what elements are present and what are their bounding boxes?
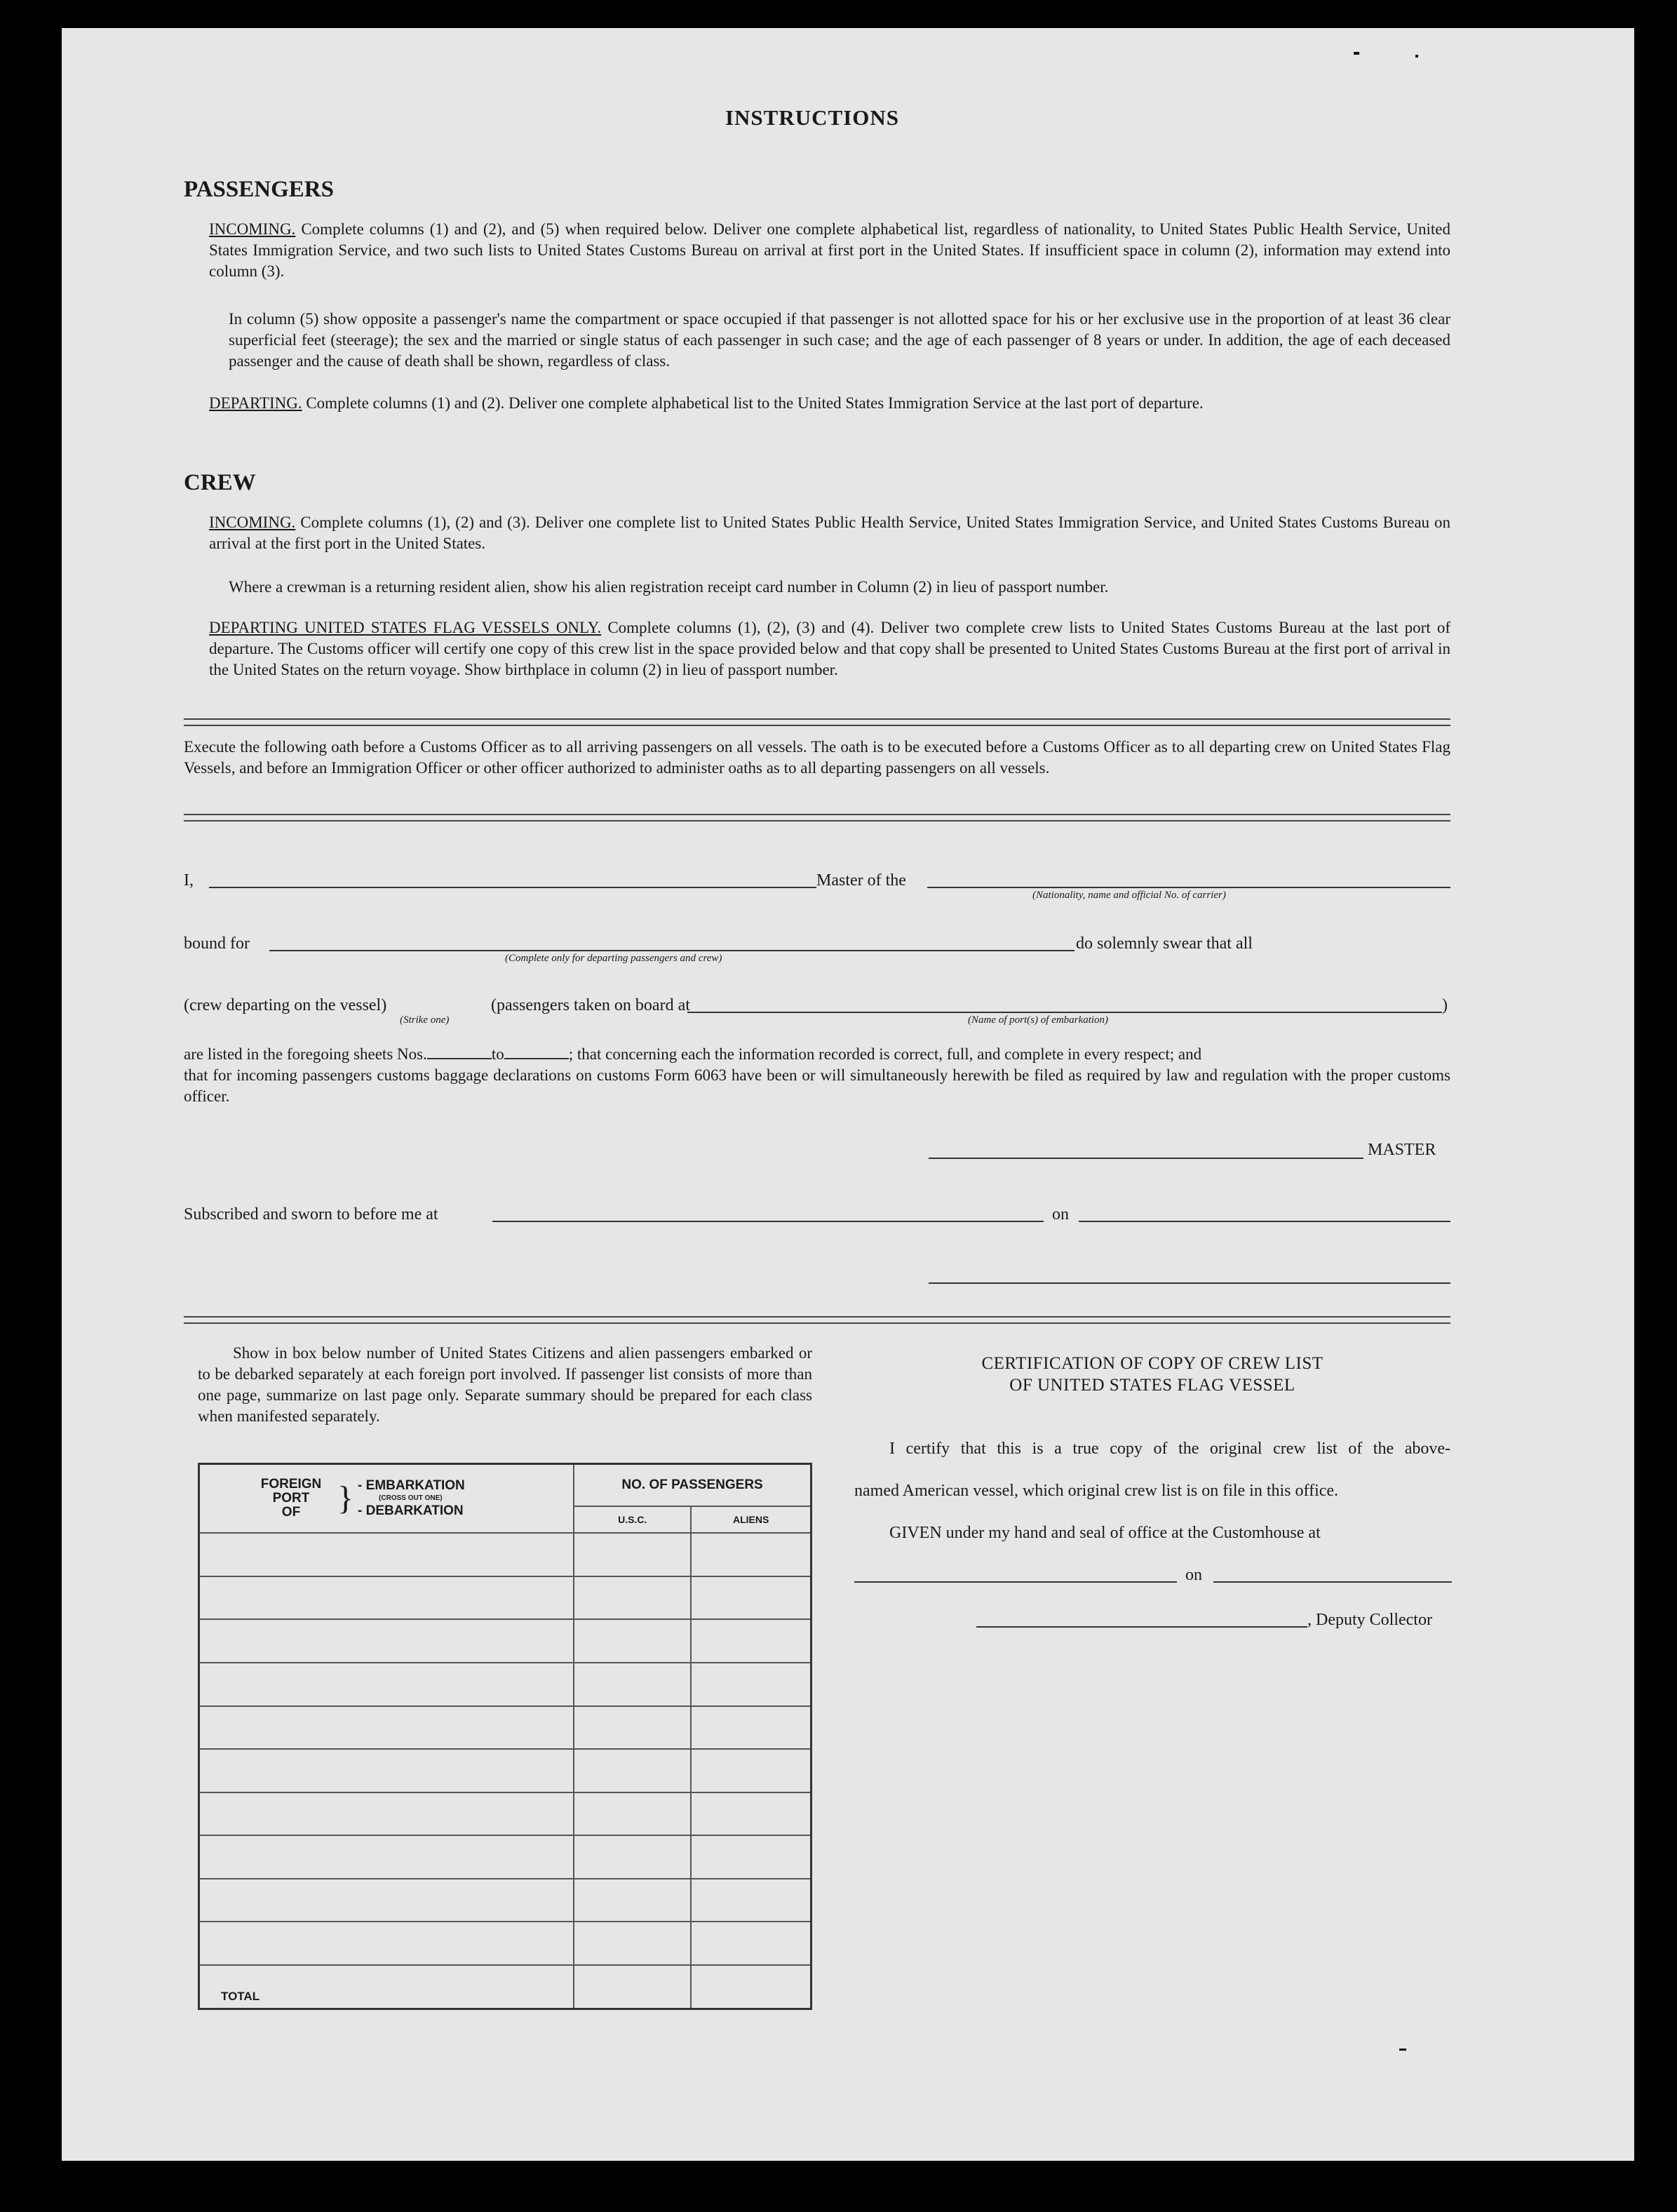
crew-heading: CREW — [184, 470, 256, 495]
listed-to: to — [491, 1045, 504, 1063]
usc-cell[interactable] — [574, 1922, 691, 1965]
crew-incoming-text: Complete columns (1), (2) and (3). Deliver one complete list to United States Public Health Service, United States Immigration Service, and United States Customs Bureau on arrival at the first port in the United States. — [209, 514, 1450, 552]
oath-i-label: I, — [184, 871, 194, 890]
customhouse-line[interactable] — [854, 1581, 1177, 1583]
carrier-line[interactable] — [927, 887, 1450, 888]
passengers-incoming-label: INCOMING. — [209, 220, 296, 238]
aliens-cell[interactable] — [691, 1706, 811, 1750]
subscribed-label: Subscribed and sworn to before me at — [184, 1205, 438, 1224]
total-label: TOTAL — [221, 1990, 260, 2003]
embarkation-port-line[interactable] — [687, 1012, 1442, 1013]
divider — [184, 1316, 1450, 1324]
usc-cell[interactable] — [574, 1576, 691, 1620]
port-cell[interactable] — [199, 1879, 574, 1922]
close-paren: ) — [1442, 996, 1448, 1014]
usc-cell[interactable] — [574, 1533, 691, 1576]
crew-resident-paragraph: Where a crewman is a returning resident alien, show his alien registration receipt card number in Column (2) in lieu of passport number. — [229, 578, 1109, 596]
port-cell[interactable] — [199, 1749, 574, 1792]
strike-one-caption: (Strike one) — [400, 1014, 450, 1026]
aliens-header: ALIENS — [691, 1506, 811, 1533]
officer-signature-line[interactable] — [929, 1282, 1450, 1284]
foreign-label: FOREIGN — [260, 1477, 322, 1492]
sworn-date-line[interactable] — [1079, 1221, 1450, 1222]
master-label: MASTER — [1368, 1141, 1436, 1159]
sworn-on-label: on — [1052, 1205, 1069, 1224]
master-signature-line[interactable] — [929, 1158, 1363, 1159]
deputy-collector-label: , Deputy Collector — [1307, 1611, 1432, 1629]
aliens-total-cell[interactable] — [691, 1965, 811, 2009]
port-caption: (Name of port(s) of embarkation) — [968, 1014, 1108, 1026]
certification-date-line[interactable] — [1213, 1581, 1452, 1583]
port-cell[interactable] — [199, 1706, 574, 1750]
usc-cell[interactable] — [574, 1835, 691, 1879]
usc-cell[interactable] — [574, 1879, 691, 1922]
of-label: OF — [281, 1505, 301, 1520]
aliens-cell[interactable] — [691, 1749, 811, 1792]
speck — [1399, 2049, 1406, 2051]
crew-incoming-paragraph — [209, 512, 1450, 554]
port-header-cell — [199, 1464, 574, 1534]
listed-text-3: that for incoming passengers customs baggage declarations on customs Form 6063 have been or will simultaneously herewith be filed as required by law and regulation with the proper customs officer. — [184, 1066, 1450, 1105]
usc-header: U.S.C. — [574, 1506, 691, 1533]
crew-departing-label: DEPARTING UNITED STATES FLAG VESSELS ONLY. — [209, 619, 602, 636]
passengers-taken-option[interactable]: (passengers taken on board at — [491, 996, 690, 1014]
debarkation-option[interactable]: - DEBARKATION — [358, 1503, 464, 1519]
certify-line2: named American vessel, which original crew list is on file in this office. — [854, 1482, 1339, 1500]
usc-cell[interactable] — [574, 1792, 691, 1836]
crew-departing-paragraph — [209, 617, 1450, 681]
passenger-summary-table — [198, 1463, 812, 2010]
usc-cell[interactable] — [574, 1749, 691, 1792]
port-cell[interactable] — [199, 1619, 574, 1663]
speck — [1354, 52, 1359, 55]
passengers-departing-label: DEPARTING. — [209, 394, 302, 412]
certification-on-label: on — [1185, 1566, 1202, 1584]
deputy-signature-line[interactable] — [976, 1626, 1307, 1628]
certify-line1: I certify that this is a true copy of the original crew list of the above- — [889, 1440, 1450, 1458]
aliens-cell[interactable] — [691, 1663, 811, 1706]
page-title: INSTRUCTIONS — [725, 105, 899, 130]
certification-title — [854, 1353, 1450, 1396]
embarkation-option[interactable]: - EMBARKATION — [358, 1478, 465, 1494]
speck — [1415, 55, 1418, 58]
bound-for-label: bound for — [184, 934, 250, 953]
certification-title-line2: OF UNITED STATES FLAG VESSEL — [1009, 1376, 1295, 1395]
bound-for-line[interactable] — [269, 950, 1075, 951]
no-passengers-header: NO. OF PASSENGERS — [574, 1464, 811, 1507]
total-cell — [199, 1965, 574, 2009]
listed-text-2: ; that concerning each the information recorded is correct, full, and complete in every respect; and — [568, 1045, 1202, 1063]
usc-total-cell[interactable] — [574, 1965, 691, 2009]
passengers-departing-paragraph — [209, 393, 1450, 414]
aliens-cell[interactable] — [691, 1922, 811, 1965]
aliens-cell[interactable] — [691, 1619, 811, 1663]
summary-text: Show in box below number of United States Citizens and alien passengers embarked or to be debarked separately at each foreign port involved. If passenger list consists of more than one page, summarize on last page only. Separate summary should be prepared for each class when manifested separately. — [198, 1344, 812, 1425]
master-of-the-label: Master of the — [816, 871, 906, 890]
sworn-place-line[interactable] — [492, 1221, 1044, 1222]
crew-departing-text: Complete columns (1), (2), (3) and (4). Deliver two complete crew lists to United States Customs Bureau at the last port of departure. The Customs officer will certify one copy of this crew list in the space provided below and that copy shall be presented to United States Customs Bureau at the first port of arrival in the United States on the return voyage. Show birthplace in column (2) in lieu of passport number. — [209, 619, 1450, 678]
cross-out-note: (CROSS OUT ONE) — [379, 1494, 443, 1503]
usc-cell[interactable] — [574, 1706, 691, 1750]
port-label: PORT — [272, 1491, 310, 1506]
passengers-departing-text: Complete columns (1) and (2). Deliver one complete alphabetical list to the United States Immigration Service at the last port of departure. — [306, 394, 1204, 412]
port-cell[interactable] — [199, 1835, 574, 1879]
divider — [184, 814, 1450, 822]
sheet-to-field[interactable] — [504, 1058, 569, 1059]
crew-incoming-label: INCOMING. — [209, 514, 296, 531]
aliens-cell[interactable] — [691, 1576, 811, 1620]
port-cell[interactable] — [199, 1576, 574, 1620]
bound-caption: (Complete only for departing passengers and crew) — [505, 953, 722, 964]
certification-title-line1: CERTIFICATION OF COPY OF CREW LIST — [981, 1354, 1324, 1373]
port-cell[interactable] — [199, 1533, 574, 1576]
port-cell[interactable] — [199, 1922, 574, 1965]
listed-text-1: are listed in the foregoing sheets Nos. — [184, 1045, 427, 1063]
aliens-cell[interactable] — [691, 1533, 811, 1576]
crew-departing-option[interactable]: (crew departing on the vessel) — [184, 996, 387, 1014]
aliens-cell[interactable] — [691, 1879, 811, 1922]
given-line: GIVEN under my hand and seal of office at the Customhouse at — [889, 1524, 1321, 1542]
divider — [184, 718, 1450, 726]
usc-cell[interactable] — [574, 1663, 691, 1706]
passengers-column5-paragraph: In column (5) show opposite a passenger's name the compartment or space occupied if that passenger is not allotted space for his or her exclusive use in the proportion of at least 36 clear superficial feet (steerage); the sex and the married or single status of each passenger in such case; and the age of each passenger of 8 years or under. In addition, the age of each deceased passenger and the cause of death shall be shown, regardless of class. — [229, 310, 1450, 370]
aliens-cell[interactable] — [691, 1792, 811, 1836]
port-cell[interactable] — [199, 1792, 574, 1836]
listed-paragraph — [184, 1044, 1450, 1107]
passengers-incoming-paragraph — [209, 219, 1450, 282]
usc-cell[interactable] — [574, 1619, 691, 1663]
nationality-caption: (Nationality, name and official No. of carrier) — [1032, 890, 1226, 901]
sheet-from-field[interactable] — [427, 1058, 492, 1059]
master-name-line[interactable] — [209, 887, 816, 888]
oath-intro: Execute the following oath before a Customs Officer as to all arriving passengers on all vessels. The oath is to be executed before a Customs Officer as to all departing crew on United States Flag Vessels, and before an Immigration Officer or other officer authorized to administer oaths as to all departing passengers on all vessels. — [184, 738, 1450, 777]
passengers-heading: PASSENGERS — [184, 177, 334, 202]
port-cell[interactable] — [199, 1663, 574, 1706]
aliens-cell[interactable] — [691, 1835, 811, 1879]
swear-label: do solemnly swear that all — [1076, 934, 1253, 953]
brace: } — [337, 1480, 354, 1517]
passengers-incoming-text: Complete columns (1) and (2), and (5) when required below. Deliver one complete alphabetical list, regardless of nationality, to United States Public Health Service, United States Immigration Service, and two such lists to United States Customs Bureau on arrival at first port in the United States. If insufficient space in column (2), information may extend into column (3). — [209, 220, 1451, 280]
